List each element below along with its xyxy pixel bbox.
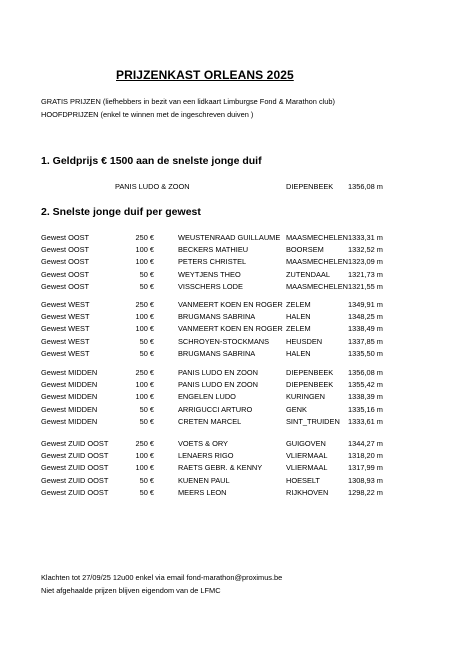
speed-cell: 1298,22 m bbox=[348, 487, 383, 497]
place-cell: HALEN bbox=[286, 348, 311, 358]
name-cell: PANIS LUDO EN ZOON bbox=[178, 380, 258, 390]
table-row bbox=[0, 488, 456, 500]
name-cell: PANIS LUDO EN ZOON bbox=[178, 368, 258, 377]
speed-cell: 1335,16 m bbox=[348, 404, 383, 414]
name-cell: CRETEN MARCEL bbox=[178, 416, 242, 426]
gewest-cell: Gewest OOST bbox=[41, 281, 90, 291]
speed-cell: 1321,73 m bbox=[348, 269, 383, 279]
gewest-cell: Gewest WEST bbox=[41, 312, 90, 322]
table-row bbox=[0, 282, 456, 294]
gewest-cell: Gewest MIDDEN bbox=[41, 392, 98, 402]
table-row bbox=[0, 368, 456, 380]
table-row bbox=[0, 312, 456, 324]
speed-cell: 1344,27 m bbox=[348, 439, 383, 448]
winner-name: PANIS LUDO & ZOON bbox=[115, 182, 190, 191]
amount-cell: 50 € bbox=[139, 269, 154, 279]
amount-cell: 100 € bbox=[135, 257, 154, 267]
amount-cell: 50 € bbox=[139, 416, 154, 426]
gewest-cell: Gewest OOST bbox=[41, 245, 90, 255]
place-cell: SINT_TRUIDEN bbox=[286, 416, 340, 426]
table-row bbox=[0, 405, 456, 417]
winner-speed: 1356,08 m bbox=[348, 182, 383, 191]
amount-cell: 50 € bbox=[139, 281, 154, 291]
speed-cell: 1349,91 m bbox=[348, 300, 383, 309]
name-cell: ENGELEN LUDO bbox=[178, 392, 236, 402]
amount-cell: 50 € bbox=[139, 336, 154, 346]
name-cell: VANMEERT KOEN EN ROGER bbox=[178, 300, 283, 309]
place-cell: MAASMECHELEN bbox=[286, 233, 349, 242]
table-row bbox=[0, 270, 456, 282]
place-cell: BOORSEM bbox=[286, 245, 324, 255]
amount-cell: 250 € bbox=[135, 300, 154, 309]
name-cell: SCHROYEN-STOCKMANS bbox=[178, 336, 270, 346]
amount-cell: 50 € bbox=[139, 487, 154, 497]
gewest-cell: Gewest MIDDEN bbox=[41, 380, 98, 390]
speed-cell: 1333,61 m bbox=[348, 416, 383, 426]
gewest-cell: Gewest ZUID OOST bbox=[41, 475, 109, 485]
gewest-cell: Gewest ZUID OOST bbox=[41, 487, 109, 497]
gewest-cell: Gewest OOST bbox=[41, 269, 90, 279]
place-cell: GUIGOVEN bbox=[286, 439, 326, 448]
place-cell: HALEN bbox=[286, 312, 311, 322]
table-row bbox=[0, 349, 456, 361]
footer-complaints: Klachten tot 27/09/25 12u00 enkel via email fond-marathon@proximus.be bbox=[41, 573, 283, 582]
table-row bbox=[0, 380, 456, 392]
amount-cell: 100 € bbox=[135, 463, 154, 473]
amount-cell: 50 € bbox=[139, 475, 154, 485]
name-cell: WEYTJENS THEO bbox=[178, 269, 241, 279]
footer-unclaimed: Niet afgehaalde prijzen blijven eigendom van de LFMC bbox=[41, 586, 221, 595]
gewest-cell: Gewest ZUID OOST bbox=[41, 463, 109, 473]
table-row bbox=[0, 300, 456, 312]
gewest-cell: Gewest WEST bbox=[41, 348, 90, 358]
amount-cell: 250 € bbox=[135, 439, 154, 448]
gewest-cell: Gewest ZUID OOST bbox=[41, 439, 109, 448]
section1-heading: 1. Geldprijs € 1500 aan de snelste jonge duif bbox=[41, 155, 262, 167]
section1-winner-row bbox=[0, 182, 456, 194]
speed-cell: 1337,85 m bbox=[348, 336, 383, 346]
name-cell: RAETS GEBR. & KENNY bbox=[178, 463, 263, 473]
amount-cell: 100 € bbox=[135, 324, 154, 334]
place-cell: GENK bbox=[286, 404, 307, 414]
amount-cell: 50 € bbox=[139, 404, 154, 414]
speed-cell: 1332,52 m bbox=[348, 245, 383, 255]
place-cell: MAASMECHELEN bbox=[286, 257, 349, 267]
gewest-cell: Gewest WEST bbox=[41, 324, 90, 334]
name-cell: BECKERS MATHIEU bbox=[178, 245, 249, 255]
place-cell: MAASMECHELEN bbox=[286, 281, 349, 291]
name-cell: LENAERS RIGO bbox=[178, 451, 234, 461]
name-cell: MEERS LEON bbox=[178, 487, 227, 497]
speed-cell: 1308,93 m bbox=[348, 475, 383, 485]
speed-cell: 1355,42 m bbox=[348, 380, 383, 390]
table-row bbox=[0, 337, 456, 349]
gewest-cell: Gewest MIDDEN bbox=[41, 368, 98, 377]
name-cell: BRUGMANS SABRINA bbox=[178, 312, 256, 322]
speed-cell: 1335,50 m bbox=[348, 348, 383, 358]
gewest-cell: Gewest WEST bbox=[41, 336, 90, 346]
table-row bbox=[0, 417, 456, 429]
name-cell: WEUSTENRAAD GUILLAUME bbox=[178, 233, 281, 242]
place-cell: RIJKHOVEN bbox=[286, 487, 329, 497]
table-row bbox=[0, 476, 456, 488]
table-row bbox=[0, 233, 456, 245]
amount-cell: 100 € bbox=[135, 380, 154, 390]
amount-cell: 100 € bbox=[135, 392, 154, 402]
name-cell: VISSCHERS LODE bbox=[178, 281, 243, 291]
place-cell: HEUSDEN bbox=[286, 336, 323, 346]
place-cell: ZELEM bbox=[286, 324, 311, 334]
place-cell: VLIERMAAL bbox=[286, 463, 328, 473]
amount-cell: 250 € bbox=[135, 233, 154, 242]
speed-cell: 1321,55 m bbox=[348, 281, 383, 291]
amount-cell: 100 € bbox=[135, 312, 154, 322]
intro-line-hoofdprijzen: HOOFDPRIJZEN (enkel te winnen met de ingeschreven duiven ) bbox=[41, 110, 254, 119]
gewest-cell: Gewest MIDDEN bbox=[41, 404, 98, 414]
speed-cell: 1317,99 m bbox=[348, 463, 383, 473]
place-cell: HOESELT bbox=[286, 475, 320, 485]
name-cell: KUENEN PAUL bbox=[178, 475, 230, 485]
page-title: PRIJZENKAST ORLEANS 2025 bbox=[116, 68, 294, 82]
gewest-cell: Gewest MIDDEN bbox=[41, 416, 98, 426]
place-cell: DIEPENBEEK bbox=[286, 368, 334, 377]
table-row bbox=[0, 392, 456, 404]
name-cell: VANMEERT KOEN EN ROGER bbox=[178, 324, 283, 334]
speed-cell: 1338,39 m bbox=[348, 392, 383, 402]
place-cell: DIEPENBEEK bbox=[286, 380, 334, 390]
amount-cell: 100 € bbox=[135, 451, 154, 461]
table-row bbox=[0, 324, 456, 336]
name-cell: PETERS CHRISTEL bbox=[178, 257, 247, 267]
amount-cell: 50 € bbox=[139, 348, 154, 358]
speed-cell: 1356,08 m bbox=[348, 368, 383, 377]
table-row bbox=[0, 245, 456, 257]
intro-line-gratis: GRATIS PRIJZEN (liefhebbers in bezit van een lidkaart Limburgse Fond & Marathon club) bbox=[41, 97, 335, 106]
speed-cell: 1348,25 m bbox=[348, 312, 383, 322]
table-row bbox=[0, 463, 456, 475]
name-cell: ARRIGUCCI ARTURO bbox=[178, 404, 253, 414]
gewest-cell: Gewest OOST bbox=[41, 257, 90, 267]
amount-cell: 100 € bbox=[135, 245, 154, 255]
gewest-cell: Gewest OOST bbox=[41, 233, 90, 242]
section2-heading: 2. Snelste jonge duif per gewest bbox=[41, 206, 201, 218]
table-row bbox=[0, 257, 456, 269]
amount-cell: 250 € bbox=[135, 368, 154, 377]
speed-cell: 1318,20 m bbox=[348, 451, 383, 461]
gewest-cell: Gewest WEST bbox=[41, 300, 90, 309]
gewest-cell: Gewest ZUID OOST bbox=[41, 451, 109, 461]
place-cell: KURINGEN bbox=[286, 392, 326, 402]
winner-place: DIEPENBEEK bbox=[286, 182, 334, 191]
place-cell: ZUTENDAAL bbox=[286, 269, 330, 279]
table-row bbox=[0, 439, 456, 451]
name-cell: VOETS & ORY bbox=[178, 439, 228, 448]
place-cell: ZELEM bbox=[286, 300, 311, 309]
speed-cell: 1333,31 m bbox=[348, 233, 383, 242]
place-cell: VLIERMAAL bbox=[286, 451, 328, 461]
speed-cell: 1338,49 m bbox=[348, 324, 383, 334]
speed-cell: 1323,09 m bbox=[348, 257, 383, 267]
table-row bbox=[0, 451, 456, 463]
name-cell: BRUGMANS SABRINA bbox=[178, 348, 256, 358]
